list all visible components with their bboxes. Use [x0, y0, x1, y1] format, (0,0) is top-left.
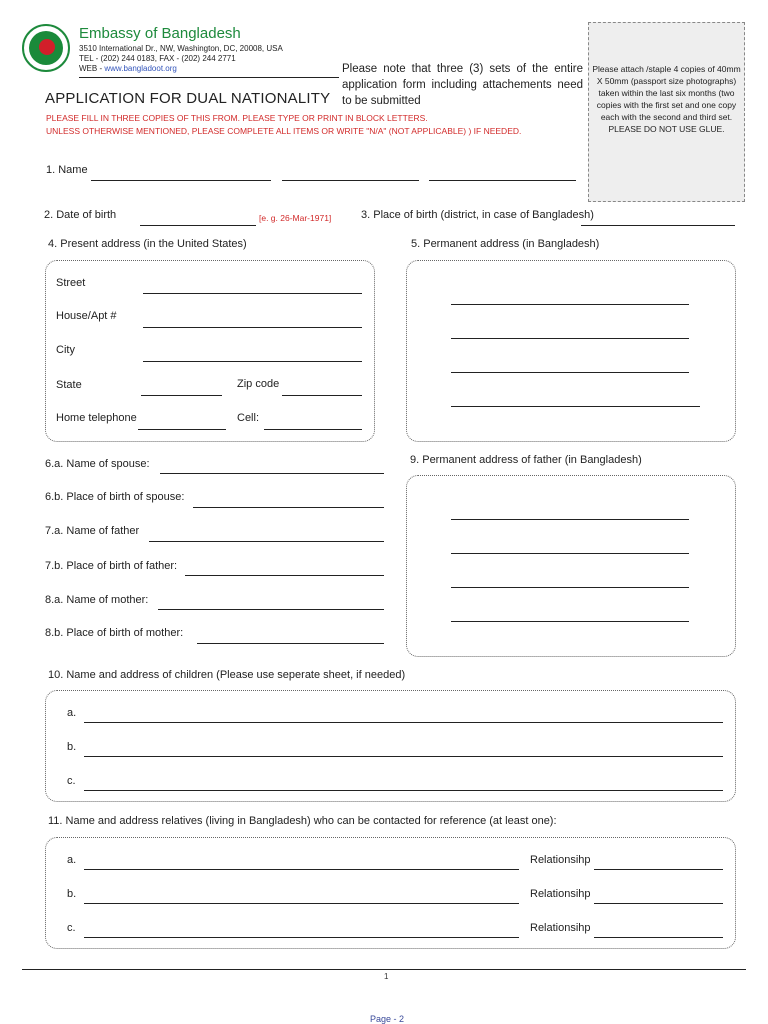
pob-label: 3. Place of birth (district, in case of Bangladesh) [361, 209, 594, 221]
father-address-line-3[interactable] [451, 587, 689, 588]
city-field[interactable] [143, 361, 362, 362]
permanent-address-line-4[interactable] [451, 406, 700, 407]
relationship-c-field[interactable] [594, 937, 723, 938]
father-address-line-2[interactable] [451, 553, 689, 554]
first-name-field[interactable] [91, 180, 271, 181]
pob-field[interactable] [581, 225, 735, 226]
name-label: 1. Name [46, 164, 88, 176]
state-label: State [56, 379, 82, 391]
state-field[interactable] [141, 395, 222, 396]
father-address-label: 9. Permanent address of father (in Bangladesh) [410, 454, 642, 466]
street-label: Street [56, 277, 86, 289]
spouse-name-label: 6.a. Name of spouse: [45, 458, 150, 470]
father-name-field[interactable] [149, 541, 384, 542]
relationship-a-field[interactable] [594, 869, 723, 870]
house-field[interactable] [143, 327, 362, 328]
embassy-address: 3510 International Dr., NW, Washington, DC, 20008, USA [79, 44, 283, 53]
house-label: House/Apt # [56, 310, 117, 322]
relative-b-field[interactable] [84, 903, 519, 904]
street-field[interactable] [143, 293, 362, 294]
embassy-tel-fax: TEL - (202) 244 0183, FAX - (202) 244 2771 [79, 54, 236, 63]
relative-c-field[interactable] [84, 937, 519, 938]
children-box [45, 690, 736, 802]
child-a-field[interactable] [84, 722, 723, 723]
last-name-field[interactable] [429, 180, 576, 181]
cell-label: Cell: [237, 412, 260, 424]
spouse-pob-field[interactable] [193, 507, 384, 508]
permanent-address-box [406, 260, 736, 442]
permanent-address-label: 5. Permanent address (in Bangladesh) [411, 238, 600, 250]
embassy-name: Embassy of Bangladesh [79, 25, 241, 42]
spouse-pob-label: 6.b. Place of birth of spouse: [45, 491, 185, 503]
form-title: APPLICATION FOR DUAL NATIONALITY [45, 90, 331, 107]
dob-label: 2. Date of birth [44, 209, 117, 221]
home-tel-label: Home telephone [56, 412, 137, 424]
father-pob-label: 7.b. Place of birth of father: [45, 560, 178, 572]
embassy-web-prefix: WEB - [79, 64, 105, 73]
permanent-address-line-3[interactable] [451, 372, 689, 373]
mother-pob-label: 8.b. Place of birth of mother: [45, 627, 184, 639]
middle-name-field[interactable] [282, 180, 419, 181]
photo-box[interactable]: Please attach /staple 4 copies of 40mm X 50mm (passport size photographs) taken within the last six months (two copies with the first set and one copy each with the second and third set. PLEASE DO NOT USE GLUE. [588, 22, 745, 202]
seal-inner-ring [29, 31, 63, 65]
child-b-field[interactable] [84, 756, 723, 757]
relative-b-label: b. [67, 888, 77, 900]
father-address-box [406, 475, 736, 657]
instruction-line-1: PLEASE FILL IN THREE COPIES OF THIS FROM. PLEASE TYPE OR PRINT IN BLOCK LETTERS. [46, 113, 428, 123]
child-b-label: b. [67, 741, 77, 753]
city-label: City [56, 344, 75, 356]
relatives-label: 11. Name and address relatives (living in Bangladesh) who can be contacted for reference (at least one): [48, 815, 557, 827]
father-address-line-1[interactable] [451, 519, 689, 520]
child-a-label: a. [67, 707, 77, 719]
header-rule [79, 77, 339, 78]
seal-red-disc [39, 39, 55, 55]
mother-name-field[interactable] [158, 609, 384, 610]
permanent-address-line-2[interactable] [451, 338, 689, 339]
child-c-label: c. [67, 775, 76, 787]
children-label: 10. Name and address of children (Please use seperate sheet, if needed) [48, 669, 406, 681]
embassy-web-link[interactable]: www.bangladoot.org [104, 64, 177, 73]
father-pob-field[interactable] [185, 575, 384, 576]
relatives-box [45, 837, 736, 949]
relative-a-label: a. [67, 854, 77, 866]
page-number: 1 [384, 972, 389, 981]
permanent-address-line-1[interactable] [451, 304, 689, 305]
relative-c-label: c. [67, 922, 76, 934]
relationship-b-label: Relationsihp [530, 888, 591, 900]
instruction-line-2: UNLESS OTHERWISE MENTIONED, PLEASE COMPLETE ALL ITEMS OR WRITE "N/A" (NOT APPLICABLE) ) IF NEEDED. [46, 126, 522, 136]
spouse-name-field[interactable] [160, 473, 384, 474]
father-address-line-4[interactable] [451, 621, 689, 622]
page-label: Page - 2 [370, 1014, 405, 1024]
embassy-seal [22, 24, 70, 72]
home-tel-field[interactable] [138, 429, 226, 430]
footer-rule [22, 969, 746, 970]
cell-field[interactable] [264, 429, 362, 430]
dob-field[interactable] [140, 225, 256, 226]
embassy-web [79, 64, 177, 74]
mother-pob-field[interactable] [197, 643, 384, 644]
submission-note: Please note that three (3) sets of the entire application form including attachements need to be submitted [342, 63, 583, 107]
present-address-label: 4. Present address (in the United States) [48, 238, 247, 250]
relationship-c-label: Relationsihp [530, 922, 591, 934]
relationship-a-label: Relationsihp [530, 854, 591, 866]
zip-label: Zip code [237, 378, 280, 390]
relative-a-field[interactable] [84, 869, 519, 870]
father-name-label: 7.a. Name of father [45, 525, 140, 537]
dob-example: [e. g. 26-Mar-1971] [259, 213, 332, 223]
zip-field[interactable] [282, 395, 362, 396]
mother-name-label: 8.a. Name of mother: [45, 594, 149, 606]
child-c-field[interactable] [84, 790, 723, 791]
relationship-b-field[interactable] [594, 903, 723, 904]
